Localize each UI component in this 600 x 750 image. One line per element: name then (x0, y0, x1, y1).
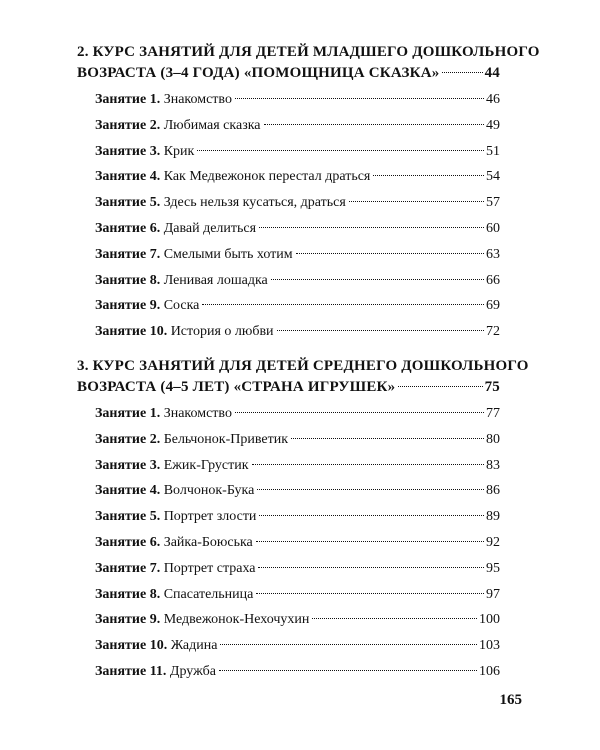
toc-entry (95, 530, 500, 556)
toc-entry-title: Крик (163, 143, 195, 159)
dot-leader (256, 541, 484, 542)
toc-entry-number: Занятие 5. (95, 195, 161, 211)
dot-leader (257, 489, 484, 490)
toc-entry-title: Здесь нельзя кусаться, драться (163, 195, 346, 211)
toc-entry-number: Занятие 5. (95, 509, 161, 525)
toc-entry-page: 86 (486, 483, 500, 499)
toc-entry-number: Занятие 2. (95, 117, 161, 133)
toc-entry (95, 659, 500, 685)
toc-entry-number: Занятие 3. (95, 457, 161, 473)
dot-leader (296, 253, 484, 254)
section-title (77, 356, 529, 398)
toc-entry (95, 268, 500, 294)
toc-entry-title: Знакомство (163, 405, 232, 421)
dot-leader (259, 515, 484, 516)
toc-entry-title: Жадина (170, 638, 218, 654)
toc-entry-page: 66 (486, 272, 500, 288)
toc-entry-title: Знакомство (163, 92, 232, 107)
toc-entry (95, 556, 500, 582)
toc-entry-title: Портрет злости (163, 509, 257, 525)
toc-entry-title: Любимая сказка (163, 117, 261, 133)
toc-entry (95, 87, 500, 113)
toc-entry-title: Смелыми быть хотим (163, 246, 293, 262)
dot-leader (264, 124, 484, 125)
toc-entry-page: 77 (486, 405, 500, 421)
section-title-line2-row (77, 63, 500, 84)
toc-entry-number: Занятие 7. (95, 560, 161, 576)
section-title (77, 42, 540, 84)
toc-entry-page: 51 (486, 143, 500, 159)
page-number-folio: 165 (499, 692, 522, 708)
toc-entry-title: Портрет страха (163, 560, 256, 576)
dot-leader (277, 330, 484, 331)
toc-entry-number: Занятие 4. (95, 169, 161, 185)
toc-entry (95, 607, 500, 633)
toc-entry (95, 427, 500, 453)
toc-entry-page: 100 (479, 612, 500, 628)
toc-entry-number: Занятие 7. (95, 246, 161, 262)
section-title-line1: 3. КУРС ЗАНЯТИЙ ДЛЯ ДЕТЕЙ СРЕДНЕГО ДОШКОЛЬНОГО (77, 357, 529, 374)
dot-leader (258, 567, 484, 568)
section-page-number: 75 (484, 378, 500, 395)
toc-entry-title: Спасательница (163, 586, 254, 602)
toc-entry-page: 60 (486, 220, 500, 236)
toc-entry-number: Занятие 6. (95, 220, 161, 236)
toc-entry-number: Занятие 4. (95, 483, 161, 499)
toc-entry (95, 216, 500, 242)
toc-entry-title: История о любви (170, 324, 274, 340)
toc-entry-number: Занятие 1. (95, 405, 161, 421)
dot-leader (235, 412, 484, 413)
toc-entry-page: 89 (486, 509, 500, 525)
toc-entry-page: 95 (486, 560, 500, 576)
dot-leader (220, 644, 477, 645)
dot-leader (291, 438, 484, 439)
toc-section (77, 356, 529, 685)
toc-entry-list (77, 87, 500, 345)
toc-entry-number: Занятие 6. (95, 534, 161, 550)
toc-entry-number: Занятие 9. (95, 612, 161, 628)
toc-entry-page: 92 (486, 534, 500, 550)
dot-leader (442, 72, 482, 73)
toc-entry (95, 319, 500, 345)
section-title-line1: 2. КУРС ЗАНЯТИЙ ДЛЯ ДЕТЕЙ МЛАДШЕГО ДОШКОЛЬНОГО (77, 44, 540, 60)
toc-entry-number: Занятие 9. (95, 298, 161, 314)
toc-entry-number: Занятие 3. (95, 143, 161, 159)
toc-sections (77, 42, 540, 685)
toc-entry-title: Ленивая лошадка (163, 272, 268, 288)
toc-entry (95, 453, 500, 479)
toc-entry-page: 54 (486, 169, 500, 185)
toc-entry-page: 103 (479, 638, 500, 654)
toc-entry-number: Занятие 11. (95, 663, 167, 679)
toc-entry-number: Занятие 2. (95, 431, 161, 447)
toc-entry (95, 113, 500, 139)
toc-entry (95, 504, 500, 530)
toc-entry (95, 164, 500, 190)
dot-leader (256, 593, 484, 594)
toc-entry (95, 190, 500, 216)
section-page-number: 44 (484, 65, 500, 81)
toc-entry-page: 83 (486, 457, 500, 473)
toc-entry (95, 293, 500, 319)
toc-entry-list (77, 401, 500, 685)
toc-entry-page: 69 (486, 298, 500, 314)
dot-leader (349, 201, 484, 202)
section-title-line2-row (77, 377, 500, 398)
toc-entry-page: 63 (486, 246, 500, 262)
dot-leader (235, 98, 484, 99)
dot-leader (312, 618, 477, 619)
toc-entry-title: Медвежонок-Нехочухин (163, 612, 310, 628)
toc-entry-title: Ежик-Грустик (163, 457, 249, 473)
dot-leader (197, 150, 484, 151)
toc-entry (95, 478, 500, 504)
toc-entry-title: Дружба (169, 663, 216, 679)
toc-entry-number: Занятие 1. (95, 92, 161, 107)
toc-entry-title: Давай делиться (163, 220, 257, 236)
toc-entry-page: 72 (486, 324, 500, 340)
toc-entry-page: 80 (486, 431, 500, 447)
toc-entry (95, 242, 500, 268)
dot-leader (202, 304, 484, 305)
toc-entry-number: Занятие 8. (95, 586, 161, 602)
toc-section (77, 42, 540, 345)
toc-entry-title: Волчонок-Бука (163, 483, 255, 499)
toc-entry (95, 582, 500, 608)
toc-entry-title: Соска (163, 298, 200, 314)
toc-entry (95, 139, 500, 165)
dot-leader (252, 464, 484, 465)
toc-entry-number: Занятие 8. (95, 272, 161, 288)
toc-entry-title: Как Медвежонок перестал драться (163, 169, 371, 185)
dot-leader (373, 175, 484, 176)
dot-leader (219, 670, 477, 671)
toc-entry-page: 49 (486, 117, 500, 133)
dot-leader (259, 227, 484, 228)
toc-entry-page: 97 (486, 586, 500, 602)
section-title-line2: ВОЗРАСТА (3–4 ГОДА) «ПОМОЩНИЦА СКАЗКА» (77, 65, 440, 81)
toc-entry-title: Зайка-Боюська (163, 534, 253, 550)
toc-entry-number: Занятие 10. (95, 638, 168, 654)
section-title-line2: ВОЗРАСТА (4–5 ЛЕТ) «СТРАНА ИГРУШЕК» (77, 378, 396, 395)
toc-entry-page: 106 (479, 663, 500, 679)
toc-entry (95, 633, 500, 659)
toc-entry-page: 57 (486, 195, 500, 211)
toc-entry-number: Занятие 10. (95, 324, 168, 340)
dot-leader (271, 279, 484, 280)
toc-entry (95, 401, 500, 427)
toc-entry-title: Бельчонок-Приветик (163, 431, 288, 447)
toc-entry-page: 46 (486, 92, 500, 107)
dot-leader (398, 386, 482, 387)
